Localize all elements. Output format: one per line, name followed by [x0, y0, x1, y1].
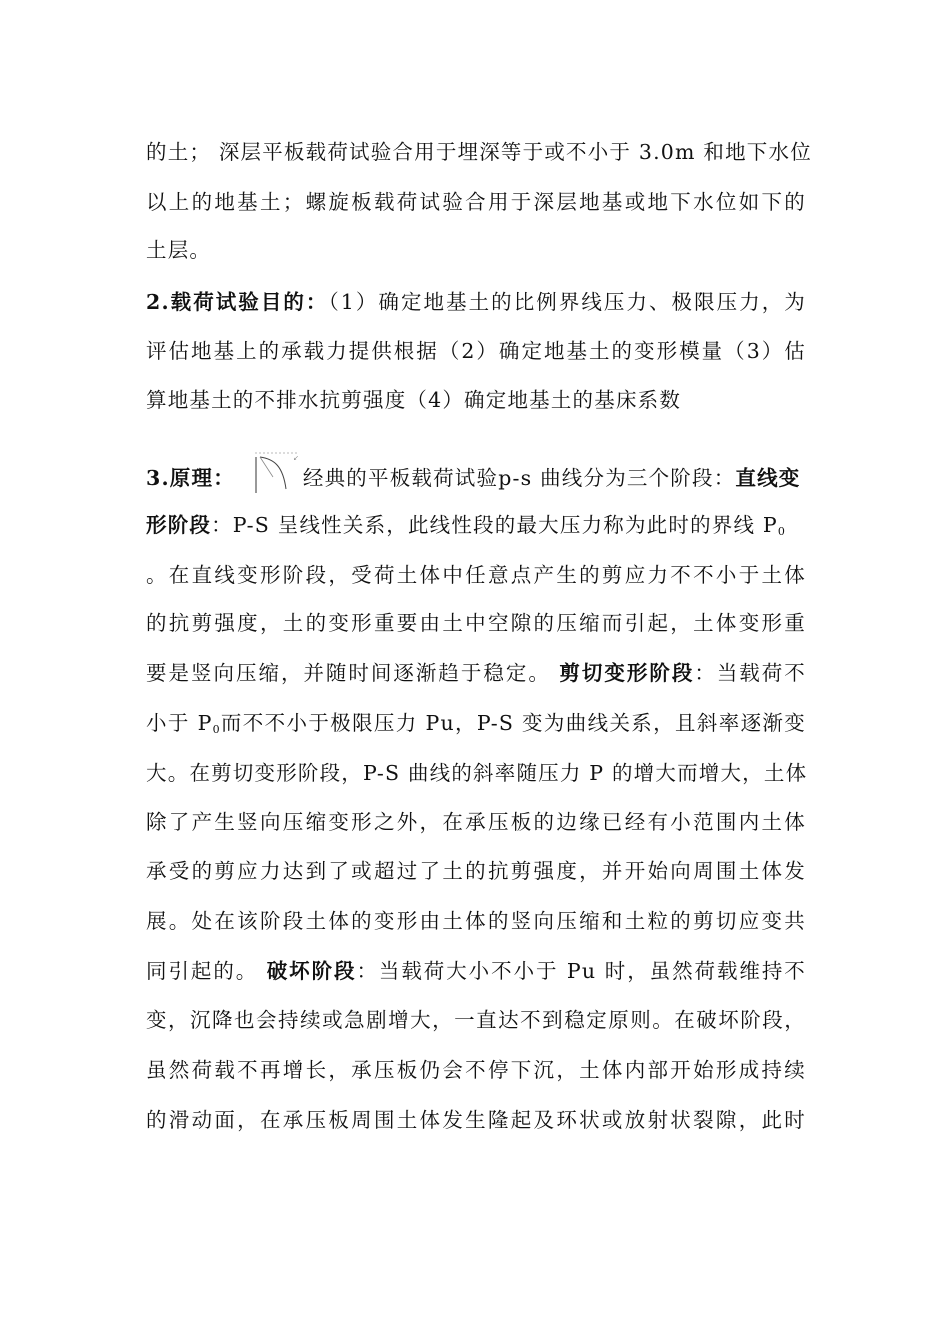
section-2-line-1: 2.载荷试验目的：（1）确定地基土的比例界线压力、极限压力，为	[146, 290, 807, 314]
body-line: 除了产生竖向压缩变形之外，在承压板的边缘已经有小范围内土体	[146, 810, 806, 834]
body-line: 算地基土的不排水抗剪强度（4）确定地基土的基床系数	[146, 388, 682, 412]
p-s-curve-thumbnail-icon	[253, 451, 301, 497]
stage-1-title-part: 形阶段	[146, 513, 212, 537]
body-line: 要是竖向压缩，并随时间逐渐趋于稳定。 剪切变形阶段：当载荷不	[146, 661, 806, 685]
section-3-heading: 3.原理：	[146, 466, 235, 490]
body-line: 展。处在该阶段土体的变形由土体的竖向压缩和土粒的剪切应变共	[146, 909, 806, 933]
body-line: 的土； 深层平板载荷试验合用于埋深等于或不小于 3.0m 和地下水位	[146, 140, 812, 164]
body-line: 形阶段：P-S 呈线性关系，此线性段的最大压力称为此时的界线 $P_0$	[146, 513, 787, 538]
stage-3-title: 破坏阶段	[266, 959, 357, 983]
section-2-heading: 2.载荷试验目的：	[146, 290, 329, 314]
body-line: 评估地基上的承载力提供根据（2）确定地基土的变形模量（3）估	[146, 339, 806, 363]
body-line: 的滑动面，在承压板周围土体发生隆起及环状或放射状裂隙，此时	[146, 1108, 806, 1132]
body-line: 的抗剪强度，土的变形重要由土中空隙的压缩而引起，土体变形重	[146, 611, 806, 635]
body-line: 变，沉降也会持续或急剧增大，一直达不到稳定原则。在破坏阶段，	[146, 1008, 806, 1032]
svg-text:↙: ↙	[292, 454, 300, 462]
body-line: 。在直线变形阶段，受荷土体中任意点产生的剪应力不不小于土体	[146, 563, 806, 587]
stage-1-title-part: 直线变	[735, 466, 801, 490]
body-line: 以上的地基土；螺旋板载荷试验合用于深层地基或地下水位如下的	[146, 190, 806, 214]
body-line: 土层。	[146, 238, 212, 262]
body-line: 同引起的。 破坏阶段：当载荷大小不小于 Pu 时，虽然荷载维持不	[146, 959, 807, 983]
body-line: 虽然荷载不再增长，承压板仍会不停下沉，土体内部开始形成持续	[146, 1058, 806, 1082]
body-line: 承受的剪应力达到了或超过了土的抗剪强度，并开始向周围土体发	[146, 859, 806, 883]
section-3-line-1: 3.原理： ↙ 经典的平板载荷试验p-s 曲线分为三个阶段：直线变	[146, 451, 806, 491]
body-line: 大。在剪切变形阶段，P-S 曲线的斜率随压力 P 的增大而增大，土体	[146, 761, 808, 785]
body-line: 小于 $P_0$而不不小于极限压力 Pu，P-S 变为曲线关系，且斜率逐渐变	[146, 711, 806, 736]
stage-2-title: 剪切变形阶段	[559, 661, 695, 685]
